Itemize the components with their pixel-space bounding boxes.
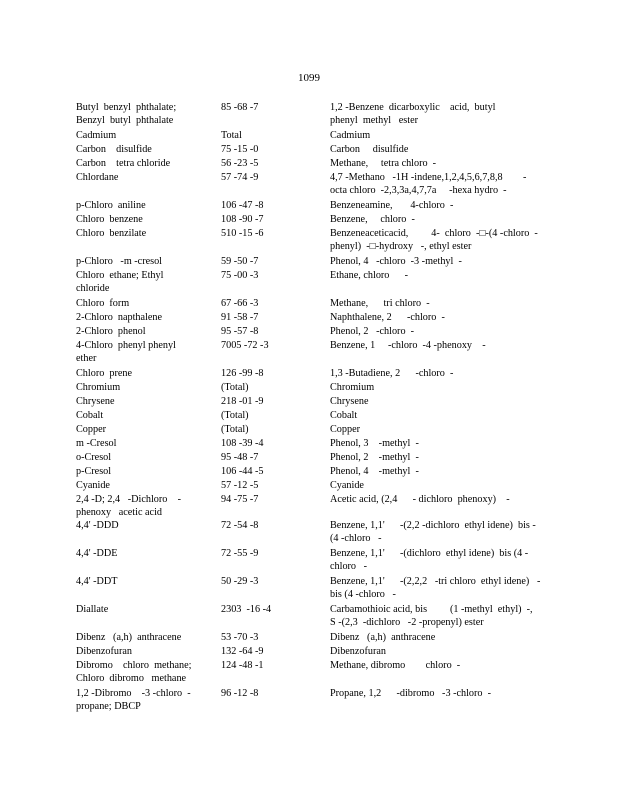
cas-number-cell: 59 -50 -7 (221, 256, 259, 267)
chemical-name-cell: 2,4 -D; 2,4 -Dichloro - phenoxy acetic acid (76, 494, 181, 518)
index-name-cell: Benzene, 1 -chloro -4 -phenoxy - (330, 340, 486, 351)
chemical-name-cell: Carbon disulfide (76, 144, 152, 155)
index-name-cell: Phenol, 4 -methyl - (330, 466, 419, 477)
chemical-name-cell: Cadmium (76, 130, 117, 141)
index-name-cell: Propane, 1,2 -dibromo -3 -chloro - (330, 688, 491, 699)
chemical-name-cell: Chlordane (76, 172, 119, 183)
chemical-name-cell: 4-Chloro phenyl phenyl ether (76, 340, 176, 364)
cas-number-cell: 67 -66 -3 (221, 298, 259, 309)
chemical-name-cell: p-Chloro -m -cresol (76, 256, 163, 267)
index-name-cell: Methane, tri chloro - (330, 298, 430, 309)
chemical-name-cell: Dibenz (a,h) anthracene (76, 632, 182, 643)
cas-number-cell: 106 -47 -8 (221, 200, 264, 211)
cas-number-cell: 85 -68 -7 (221, 102, 259, 113)
cas-number-cell: 126 -99 -8 (221, 368, 264, 379)
chemical-name-cell: 4,4' -DDD (76, 520, 119, 531)
index-name-cell: Phenol, 2 -chloro - (330, 326, 415, 337)
cas-number-cell: 72 -54 -8 (221, 520, 259, 531)
chemical-name-cell: Chloro prene (76, 368, 133, 379)
cas-number-cell: 50 -29 -3 (221, 576, 259, 587)
chemical-name-cell: 2-Chloro phenol (76, 326, 146, 337)
index-name-cell: Dibenz (a,h) anthracene (330, 632, 436, 643)
chemical-name-cell: Dibenzofuran (76, 646, 133, 657)
chemical-name-cell: 1,2 -Dibromo -3 -chloro - propane; DBCP (76, 688, 191, 712)
chemical-name-cell: Carbon tetra chloride (76, 158, 171, 169)
cas-number-cell: 75 -15 -0 (221, 144, 259, 155)
index-name-cell: Methane, dibromo chloro - (330, 660, 461, 671)
index-name-cell: Cyanide (330, 480, 364, 491)
chemical-name-cell: p-Cresol (76, 466, 112, 477)
index-name-cell: Dibenzofuran (330, 646, 387, 657)
index-name-cell: Cobalt (330, 410, 358, 421)
cas-number-cell: 108 -39 -4 (221, 438, 264, 449)
cas-number-cell: (Total) (221, 410, 249, 421)
chemical-name-cell: Butyl benzyl phthalate; Benzyl butyl phthalate (76, 102, 177, 126)
cas-number-cell: 218 -01 -9 (221, 396, 264, 407)
index-name-cell: Phenol, 2 -methyl - (330, 452, 419, 463)
chemical-name-cell: Diallate (76, 604, 109, 615)
chemical-name-cell: Chromium (76, 382, 121, 393)
page-number: 1099 (298, 72, 320, 84)
index-name-cell: Acetic acid, (2,4 - dichloro phenoxy) - (330, 494, 510, 505)
cas-number-cell: 106 -44 -5 (221, 466, 264, 477)
index-name-cell: Benzeneamine, 4-chloro - (330, 200, 454, 211)
chemical-name-cell: Chloro benzene (76, 214, 143, 225)
chemical-name-cell: Chloro ethane; Ethyl chloride (76, 270, 164, 294)
index-name-cell: Phenol, 3 -methyl - (330, 438, 419, 449)
cas-number-cell: 7005 -72 -3 (221, 340, 269, 351)
cas-number-cell: 75 -00 -3 (221, 270, 259, 281)
cas-number-cell: 132 -64 -9 (221, 646, 264, 657)
cas-number-cell: 2303 -16 -4 (221, 604, 272, 615)
cas-number-cell: (Total) (221, 382, 249, 393)
chemical-name-cell: Chrysene (76, 396, 115, 407)
index-name-cell: Ethane, chloro - (330, 270, 409, 281)
index-name-cell: Methane, tetra chloro - (330, 158, 437, 169)
index-name-cell: Carbamothioic acid, bis (1 -methyl ethyl) -, S -(2,3 -dichloro -2 -propenyl) ester (330, 604, 533, 628)
cas-number-cell: 72 -55 -9 (221, 548, 259, 559)
chemical-name-cell: o-Cresol (76, 452, 112, 463)
cas-number-cell: 96 -12 -8 (221, 688, 259, 699)
index-name-cell: 1,3 -Butadiene, 2 -chloro - (330, 368, 454, 379)
chemical-name-cell: 4,4' -DDT (76, 576, 118, 587)
index-name-cell: Naphthalene, 2 -chloro - (330, 312, 445, 323)
chemical-name-cell: 2-Chloro napthalene (76, 312, 163, 323)
chemical-name-cell: Dibromo chloro methane; Chloro dibromo methane (76, 660, 192, 684)
chemical-name-cell: Cyanide (76, 480, 110, 491)
cas-number-cell: 91 -58 -7 (221, 312, 259, 323)
cas-number-cell: 57 -12 -5 (221, 480, 259, 491)
chemical-name-cell: p-Chloro aniline (76, 200, 146, 211)
cas-number-cell: 57 -74 -9 (221, 172, 259, 183)
index-name-cell: Benzene, 1,1' -(2,2 -dichloro ethyl idene) bis - (4 -chloro - (330, 520, 536, 544)
index-name-cell: Chrysene (330, 396, 369, 407)
index-name-cell: Carbon disulfide (330, 144, 409, 155)
index-name-cell: Benzene, 1,1' -(2,2,2 -tri chloro ethyl idene) - bis (4 -chloro - (330, 576, 541, 600)
cas-number-cell: 53 -70 -3 (221, 632, 259, 643)
index-name-cell: Benzeneaceticacid, 4- chloro -□-(4 -chloro - phenyl) -□-hydroxy -, ethyl ester (330, 228, 538, 252)
cas-number-cell: 510 -15 -6 (221, 228, 264, 239)
index-name-cell: 1,2 -Benzene dicarboxylic acid, butyl phenyl methyl ester (330, 102, 496, 126)
index-name-cell: Benzene, chloro - (330, 214, 415, 225)
chemical-name-cell: Chloro form (76, 298, 130, 309)
cas-number-cell: 95 -48 -7 (221, 452, 259, 463)
cas-number-cell: 56 -23 -5 (221, 158, 259, 169)
cas-number-cell: Total (221, 130, 242, 141)
cas-number-cell: (Total) (221, 424, 249, 435)
chemical-name-cell: Chloro benzilate (76, 228, 147, 239)
chemical-name-cell: 4,4' -DDE (76, 548, 118, 559)
index-name-cell: 4,7 -Methano -1H -indene,1,2,4,5,6,7,8,8 - octa chloro -2,3,3a,4,7,7a -hexa hydro - (330, 172, 527, 196)
index-name-cell: Benzene, 1,1' -(dichloro ethyl idene) bis (4 - chloro - (330, 548, 529, 572)
index-name-cell: Cadmium (330, 130, 371, 141)
cas-number-cell: 94 -75 -7 (221, 494, 259, 505)
cas-number-cell: 95 -57 -8 (221, 326, 259, 337)
chemical-name-cell: Cobalt (76, 410, 104, 421)
index-name-cell: Phenol, 4 -chloro -3 -methyl - (330, 256, 462, 267)
chemical-name-cell: Copper (76, 424, 106, 435)
cas-number-cell: 108 -90 -7 (221, 214, 264, 225)
index-name-cell: Copper (330, 424, 360, 435)
index-name-cell: Chromium (330, 382, 375, 393)
cas-number-cell: 124 -48 -1 (221, 660, 264, 671)
chemical-name-cell: m -Cresol (76, 438, 117, 449)
